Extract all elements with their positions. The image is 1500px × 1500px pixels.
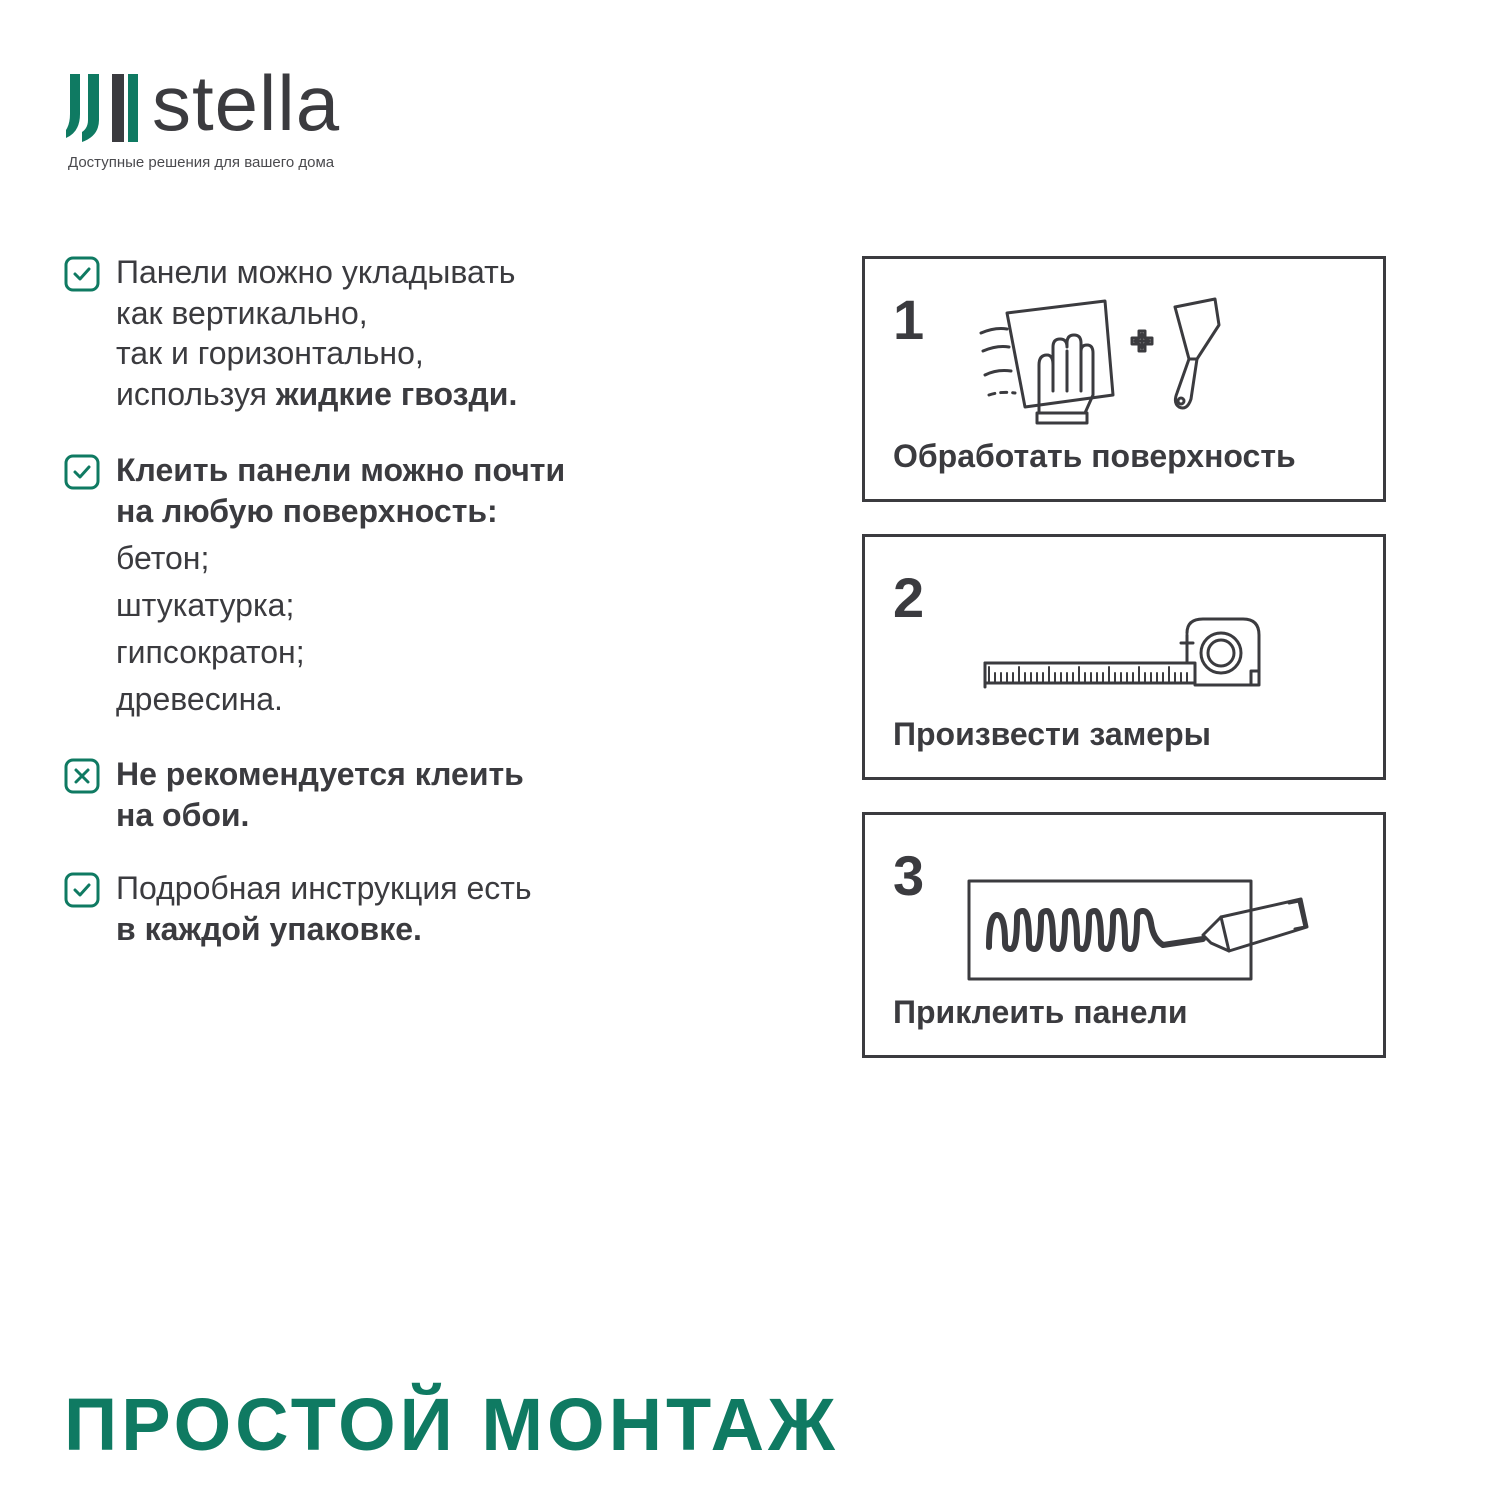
surface-item: штукатурка; bbox=[116, 587, 295, 623]
step-number: 3 bbox=[893, 844, 925, 907]
step-label: Приклеить панели bbox=[893, 994, 1188, 1030]
check-icon bbox=[64, 454, 100, 490]
step-number: 1 bbox=[893, 288, 925, 351]
feature-line bbox=[116, 374, 636, 415]
step-label: Произвести замеры bbox=[893, 716, 1211, 752]
feature-line-bold: Не рекомендуется клеить bbox=[116, 756, 524, 792]
feature-line: Подробная инструкция есть bbox=[116, 870, 532, 906]
glue-tube-icon bbox=[967, 877, 1317, 985]
check-icon bbox=[64, 256, 100, 292]
feature-line: как вертикально, bbox=[116, 294, 368, 331]
feature-line-part: используя bbox=[116, 375, 276, 412]
brand-name: stella bbox=[152, 59, 341, 147]
feature-text bbox=[116, 450, 636, 723]
feature-line: Панели можно укладывать bbox=[116, 254, 516, 290]
feature-line-bold: на обои. bbox=[116, 796, 250, 833]
feature-text bbox=[116, 252, 636, 414]
feature-text bbox=[116, 868, 636, 949]
surface-item: древесина. bbox=[116, 681, 283, 717]
step-label: Обработать поверхность bbox=[893, 438, 1296, 474]
brand-logo bbox=[66, 59, 406, 180]
brand-tagline: Доступные решения для вашего дома bbox=[68, 154, 335, 171]
step-card-1 bbox=[862, 256, 1386, 502]
surface-item: гипсократон; bbox=[116, 634, 305, 670]
feature-line-bold: Клеить панели можно почти bbox=[116, 452, 566, 488]
feature-line-bold: на любую поверхность: bbox=[116, 492, 498, 529]
check-icon bbox=[64, 872, 100, 908]
surface-item: бетон; bbox=[116, 540, 210, 576]
tape-measure-icon bbox=[981, 615, 1265, 695]
feature-line-bold: жидкие гвозди. bbox=[275, 375, 518, 412]
feature-line-bold: в каждой упаковке. bbox=[116, 910, 422, 947]
step-number: 2 bbox=[893, 566, 925, 629]
feature-line: так и горизонтально, bbox=[116, 335, 424, 371]
step-card-3 bbox=[862, 812, 1386, 1058]
page-heading: ПРОСТОЙ МОНТАЖ bbox=[64, 1383, 839, 1466]
stella-logo-mark-icon bbox=[66, 74, 138, 142]
hand-cloth-and-spatula-icon bbox=[975, 295, 1235, 425]
feature-text bbox=[116, 754, 636, 835]
cross-icon bbox=[64, 758, 100, 794]
step-card-2 bbox=[862, 534, 1386, 780]
